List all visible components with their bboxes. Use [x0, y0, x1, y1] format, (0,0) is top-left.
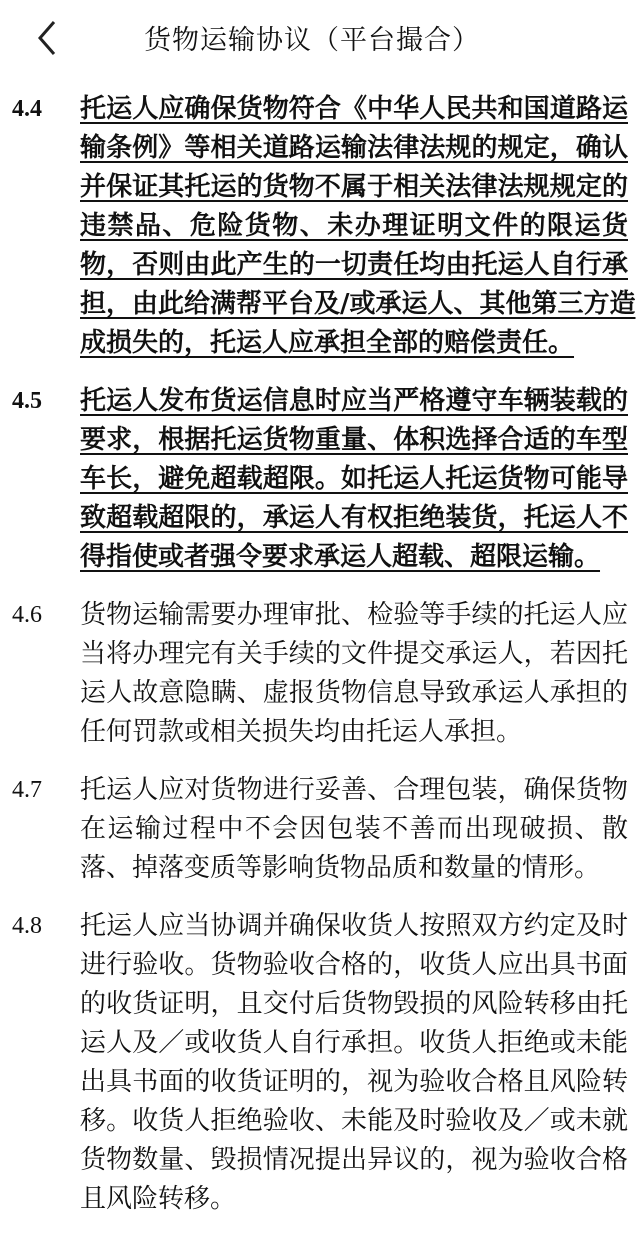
clause-text-line: 违禁品、危险货物、未办理证明文件的限运货 — [80, 211, 628, 241]
clause-text-line: 得指使或者强令要求承运人超载、超限运输。 — [80, 542, 601, 572]
clause-text-line: 致超载超限的，承运人有权拒绝装货，托运人不 — [80, 503, 628, 533]
clause-number: 4.6 — [12, 602, 42, 628]
clause-text-line: 托运人发布货运信息时应当严格遵守车辆装载的 — [80, 386, 628, 416]
clause-text-line: 移。收货人拒绝验收、未能及时验收及／或未就 — [80, 1106, 628, 1136]
page-title: 货物运输协议（平台撮合） — [144, 25, 480, 56]
clause-text-line: 托运人应确保货物符合《中华人民共和国道路运 — [80, 94, 628, 124]
clause-text-line: 在运输过程中不会因包装不善而出现破损、散 — [80, 814, 628, 844]
clause-text-line: 车长，避免超载超限。如托运人托运货物可能导 — [80, 464, 628, 494]
clause-text-line: 并保证其托运的货物不属于相关法律法规规定的 — [80, 172, 628, 202]
clause-4-5 — [0, 382, 640, 577]
clause-text-line: 任何罚款或相关损失均由托运人承担。 — [80, 717, 523, 747]
agreement-content — [0, 90, 640, 1238]
clause-text-line: 当将办理完有关手续的文件提交承运人，若因托 — [80, 639, 628, 669]
clause-text-line: 货物运输需要办理审批、检验等手续的托运人应 — [80, 600, 628, 630]
clause-4-4 — [0, 90, 640, 363]
clause-text-line: 货物数量、毁损情况提出异议的，视为验收合格 — [80, 1145, 628, 1175]
clause-number: 4.4 — [12, 96, 42, 122]
clause-4-7 — [0, 771, 640, 888]
clause-text-line: 运人故意隐瞒、虚报货物信息导致承运人承担的 — [80, 678, 628, 708]
clause-text-line: 成损失的，托运人应承担全部的赔偿责任。 — [80, 328, 575, 358]
clause-text-line: 落、掉落变质等影响货物品质和数量的情形。 — [80, 853, 601, 883]
clause-number: 4.5 — [12, 388, 42, 414]
clause-text-line: 运人及／或收货人自行承担。收货人拒绝或未能 — [80, 1028, 628, 1058]
clause-text-line: 且风险转移。 — [80, 1184, 237, 1214]
clause-number: 4.8 — [12, 913, 42, 939]
clause-text-line: 出具书面的收货证明的，视为验收合格且风险转 — [80, 1067, 628, 1097]
clause-text-line: 进行验收。货物验收合格的，收货人应出具书面 — [80, 950, 628, 980]
clause-text-line: 托运人应对货物进行妥善、合理包装，确保货物 — [80, 775, 628, 805]
clause-text-line: 要求，根据托运货物重量、体积选择合适的车型 — [80, 425, 628, 455]
clause-text-line: 担，由此给满帮平台及/或承运人、其他第三方造 — [80, 289, 636, 319]
clause-4-8 — [0, 907, 640, 1219]
clause-text-line: 物，否则由此产生的一切责任均由托运人自行承 — [80, 250, 628, 280]
nav-header — [0, 0, 640, 78]
clause-4-6 — [0, 596, 640, 752]
clause-text-line: 托运人应当协调并确保收货人按照双方约定及时 — [80, 911, 628, 941]
clause-number: 4.7 — [12, 777, 42, 803]
clause-text-line: 的收货证明，且交付后货物毁损的风险转移由托 — [80, 989, 628, 1019]
clause-text-line: 输条例》等相关道路运输法律法规的规定，确认 — [80, 133, 628, 163]
